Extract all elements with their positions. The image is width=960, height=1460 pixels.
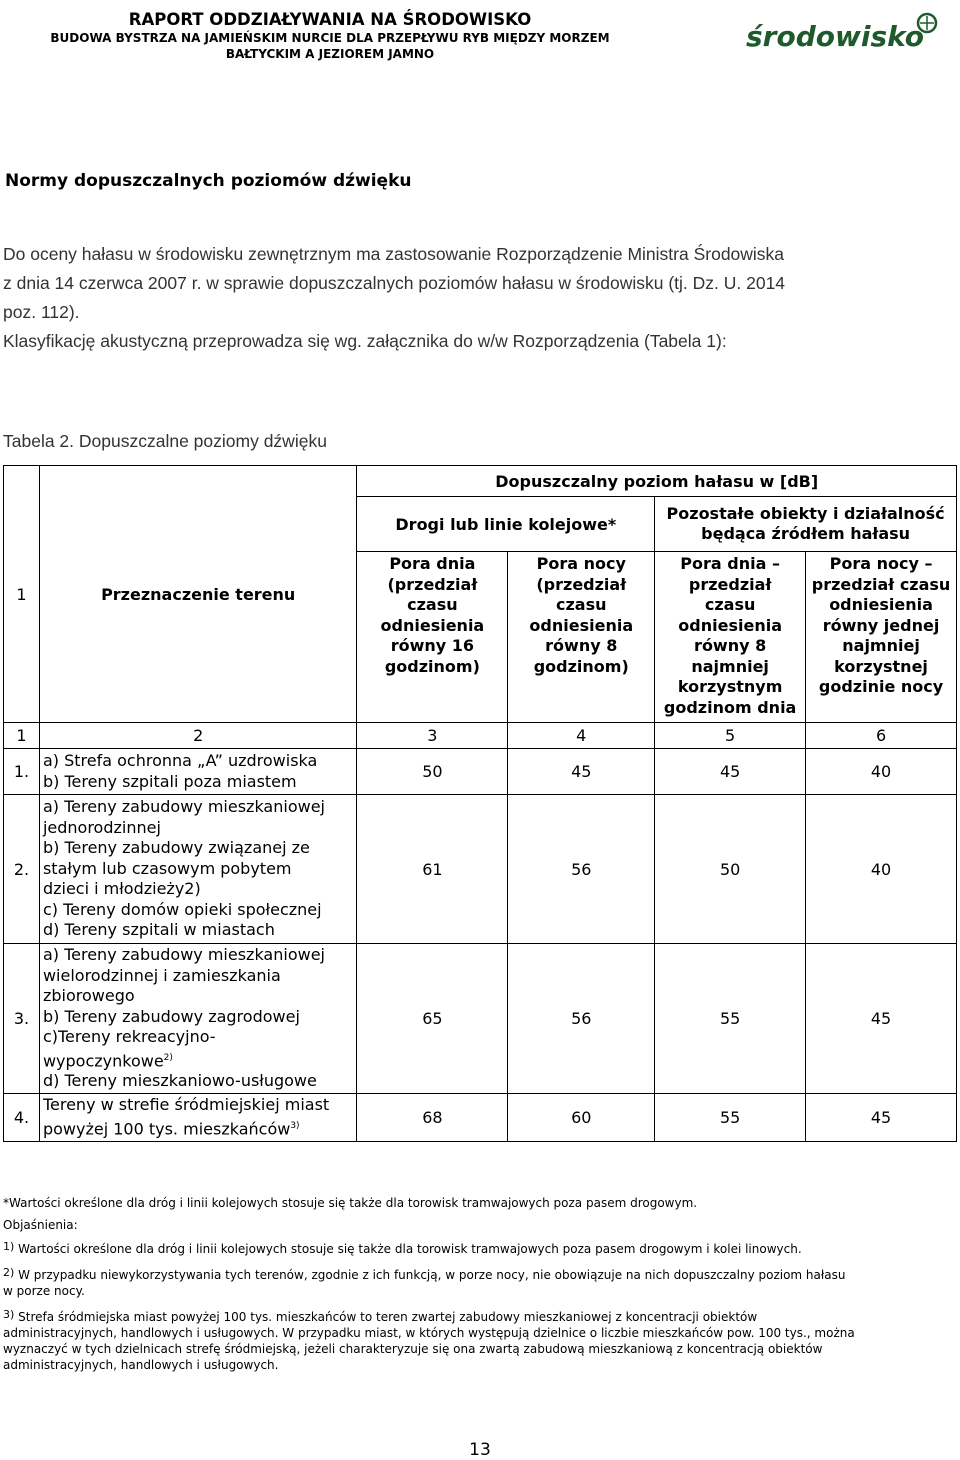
numbering-cell: 1 [4,723,40,749]
desc-line: Tereny w strefie śródmiejskiej miast [42,1095,330,1115]
header-other-sources [655,497,957,552]
value-other-night: 45 [806,1094,957,1142]
report-title: RAPORT ODDZIAŁYWANIA NA ŚRODOWISKO [128,10,532,29]
other-sources-line-1: Pozostałe obiekty i działalność [666,503,945,523]
value-other-night: 40 [806,749,957,795]
header-line: godzinom dnia [663,697,797,717]
table-header-row-1 [4,466,957,497]
header-line: równy 16 [390,636,475,655]
header-line: czasu [407,595,458,614]
desc-line: a) Tereny zabudowy mieszkaniowej [42,797,325,817]
header-line: odniesienia [529,615,634,635]
value-other-day: 50 [655,795,806,944]
desc-line: d) Tereny szpitali w miastach [42,920,275,940]
desc-line: b) Tereny zabudowy zagrodowej [42,1006,300,1026]
header-line: odniesienia [380,615,485,635]
desc-line: zbiorowego [42,986,135,1006]
value-roads-day: 50 [357,749,508,795]
header-line: (przedział [536,574,627,594]
desc-line: stałym lub czasowym pobytem [42,858,292,878]
page-header [0,6,960,66]
table-numbering-row [4,723,957,749]
footnote-text: W przypadku niewykorzystywania tych terenów, zgodnie z ich funkcją, w porze nocy, nie obowiązuje na nich dopuszczalny poziom hałasu [18,1268,846,1282]
table-row [4,749,957,795]
desc-line: a) Tereny zabudowy mieszkaniowej [42,945,325,965]
header-line: Pora dnia [389,554,476,573]
explanations-label: Objaśnienia: [3,1218,78,1232]
value-other-day: 55 [655,944,806,1094]
desc-line [43,1048,354,1072]
intro-line-3: poz. 112). [3,302,80,322]
intro-line-1: Do oceny hałasu w środowisku zewnętrznym ma zastosowanie Rozporządzenie Ministra Środowiska [3,244,785,264]
logo-wordmark: środowisko [746,20,924,53]
desc-line: d) Tereny mieszkaniowo-usługowe [42,1071,317,1091]
footnote-mark: 1) [3,1240,15,1253]
project-name-line2: BAŁTYCKIM A JEZIOREM JAMNO [225,47,435,61]
header-other-night [806,552,957,723]
value-roads-day: 65 [357,944,508,1094]
row-description [39,944,356,1094]
numbering-cell: 2 [39,723,356,749]
intro-line-2: z dnia 14 czerwca 2007 r. w sprawie dopuszczalnych poziomów hałasu w środowisku (tj. Dz. U. 2014 [3,273,786,293]
header-line: najmniej [842,636,920,655]
header-roads-rail: Drogi lub linie kolejowe* [357,497,655,552]
desc-line: b) Tereny szpitali poza miastem [42,771,297,791]
header-line: godzinom) [384,656,480,676]
header-line: przedział czasu [811,574,951,594]
desc-line-text: wypoczynkowe [42,1050,164,1070]
desc-line: c)Tereny rekreacyjno- [42,1027,216,1047]
table-caption: Tabela 2. Dopuszczalne poziomy dźwięku [3,431,327,451]
desc-line: dzieci i młodzieży2) [42,879,201,899]
header-line: przedział [688,574,772,594]
footnote-ref: 3) [290,1120,300,1131]
desc-line: jednorodzinnej [42,817,161,837]
desc-line [43,1116,354,1140]
header-line: Pora nocy – [829,554,933,573]
value-roads-night: 45 [508,749,655,795]
desc-line-text: powyżej 100 tys. mieszkańców [42,1119,291,1139]
row-number: 3. [4,944,40,1094]
value-roads-day: 61 [357,795,508,944]
row-number: 4. [4,1094,40,1142]
value-other-night: 40 [806,795,957,944]
row-description [39,749,356,795]
row-description [39,795,356,944]
header-roads-night [508,552,655,723]
row-number: 1. [4,749,40,795]
header-col-number: 1 [4,466,40,723]
desc-line: c) Tereny domów opieki społecznej [42,899,322,919]
srodowisko-logo [744,10,944,58]
other-sources-line-2: będąca źródłem hałasu [701,524,911,543]
header-permitted-level: Dopuszczalny poziom hałasu w [dB] [357,466,957,497]
footnote-ref: 2) [163,1052,173,1063]
header-roads-day [357,552,508,723]
row-number: 2. [4,795,40,944]
intro-line-4: Klasyfikację akustyczną przeprowadza się wg. załącznika do w/w Rozporządzenia (Tabela 1): [3,331,727,351]
header-line: równy jednej [822,615,940,635]
header-text [0,10,660,62]
footnote-text: Wartości określone dla dróg i linii kolejowych stosuje się także dla torowisk tramwajowych poza pasem drogowym i kolei linowych. [18,1242,802,1256]
table-row [4,944,957,1094]
header-line: korzystnej [834,656,928,676]
section-heading: Normy dopuszczalnych poziomów dźwięku [5,171,412,191]
header-line: odniesienia [829,595,933,614]
desc-line: b) Tereny zabudowy związanej ze [42,838,310,858]
footnote-text: administracyjnych, handlowych i usługowych. W przypadku miast, w których występują dzielnice o liczbie mieszkańców pow. 100 tys., można [3,1326,855,1340]
table-row [4,795,957,944]
footnote-mark: 2) [3,1266,15,1279]
numbering-cell: 3 [357,723,508,749]
noise-norms-table [3,465,957,1142]
header-line: najmniej [691,656,769,676]
asterisk-note: *Wartości określone dla dróg i linii kolejowych stosuje się także dla torowisk tramwajowych poza pasem drogowym. [3,1196,698,1210]
value-roads-night: 56 [508,944,655,1094]
footnote-text: w porze nocy. [3,1284,85,1298]
footnote-1 [3,1239,956,1257]
numbering-cell: 5 [655,723,806,749]
footnote-mark: 3) [3,1308,15,1321]
numbering-cell: 4 [508,723,655,749]
footnote-text: Strefa śródmiejska miast powyżej 100 tys. mieszkańców to teren zwartej zabudowy mieszkaniowej z koncentracji obiektów [18,1310,758,1324]
header-line: Pora dnia – [680,554,780,573]
table-row [4,1094,957,1142]
value-other-day: 55 [655,1094,806,1142]
header-line: Pora nocy [536,554,626,573]
header-land-use: Przeznaczenie terenu [39,466,356,723]
header-line: równy 8 [545,636,618,655]
row-description [39,1094,356,1142]
project-name-line1: BUDOWA BYSTRZA NA JAMIEŃSKIM NURCIE DLA PRZEPŁYWU RYB MIĘDZY MORZEM [50,31,610,45]
desc-line: a) Strefa ochronna „A” uzdrowiska [42,751,318,770]
footnote-2 [3,1265,956,1299]
footnotes [3,1195,956,1381]
header-line: korzystnym [677,677,783,696]
value-roads-day: 68 [357,1094,508,1142]
intro-paragraph [3,240,958,356]
desc-line: wielorodzinnej i zamieszkania [42,965,281,985]
header-line: czasu [556,595,607,614]
numbering-cell: 6 [806,723,957,749]
page-number: 13 [469,1440,491,1460]
header-line: czasu [704,595,756,614]
header-line: godzinom) [533,656,629,676]
value-other-night: 45 [806,944,957,1094]
header-line: odniesienia [678,615,782,635]
value-roads-night: 56 [508,795,655,944]
header-line: (przedział [387,574,478,594]
footnote-text: administracyjnych, handlowych i usługowych. [3,1358,279,1372]
value-other-day: 45 [655,749,806,795]
footnote-3 [3,1307,956,1373]
header-other-day [655,552,806,723]
footnote-text: wyznaczyć w tych dzielnicach strefę śródmiejską, jeżeli charakteryzuje się ona zwartą zabudową mieszkaniową z koncentracją obiektów [3,1342,823,1356]
value-roads-night: 60 [508,1094,655,1142]
header-line: równy 8 [694,636,767,655]
header-line: godzinie nocy [818,677,944,696]
